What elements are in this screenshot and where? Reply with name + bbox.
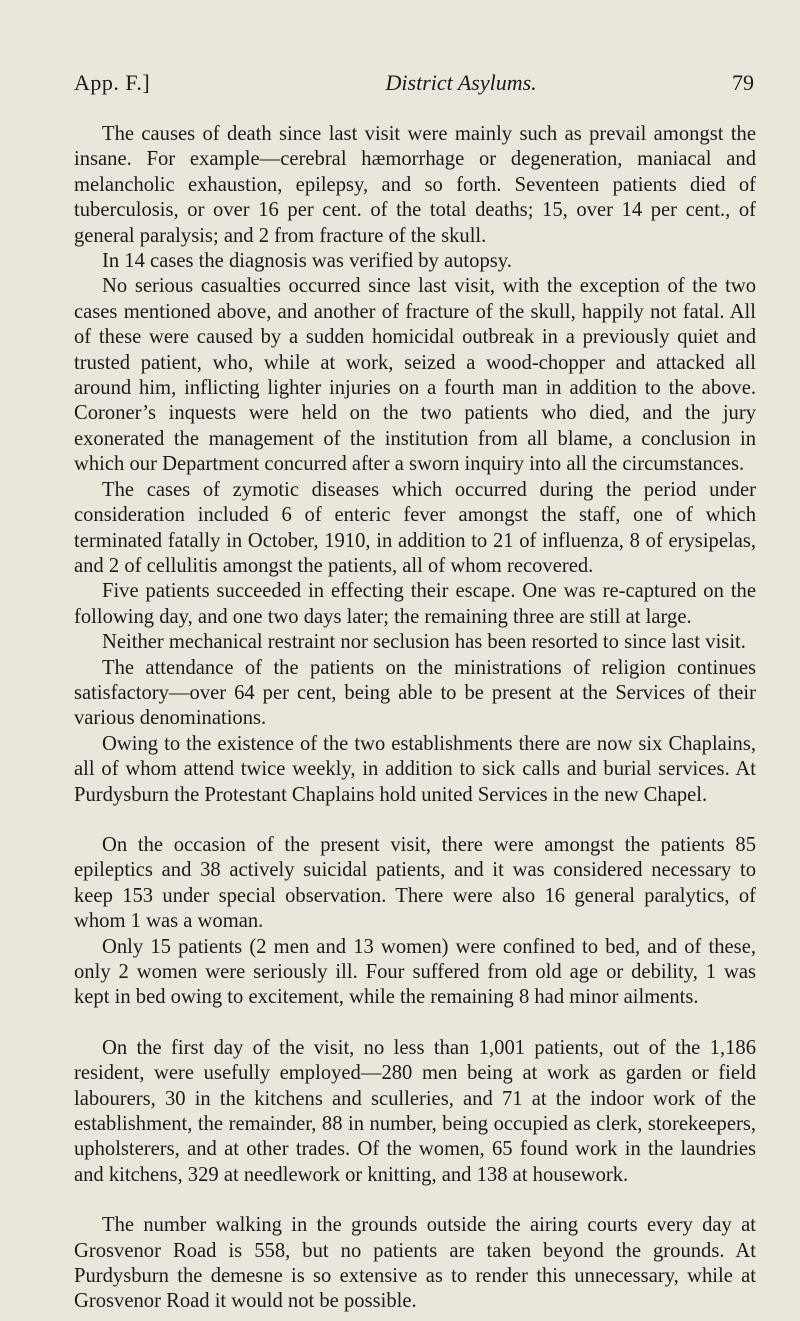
- paragraph-chaplains: Owing to the existence of the two establishments there are now six Chaplains, all of whom attend twice weekly, in addition to sick calls and burial services. At Purdysburn the Protestant Chaplains hold united Services in the new Chapel.: [74, 732, 756, 806]
- running-header: [74, 70, 756, 96]
- paragraph-employment: On the first day of the visit, no less than 1,001 patients, out of the 1,186 resident, were usefully employed—280 men being at work as garden or field labourers, 30 in the kitchens and sculleries, and 71 at the indoor work of the establishment, the remainder, 88 in number, being occupied as clerk, storekeepers, upholsterers, and at other trades. Of the women, 65 found work in the laundries and kitchens, 329 at needlework or knitting, and 138 at housework.: [74, 1036, 756, 1186]
- page-number: 79: [732, 70, 754, 95]
- body-text: [74, 122, 756, 1315]
- paragraph-religion: The attendance of the patients on the ministrations of religion continues satisfactory—over 64 per cent, being able to be present at the Services of their various denominations.: [74, 656, 756, 730]
- paragraph-autopsy: In 14 cases the diagnosis was verified by autopsy.: [102, 250, 512, 273]
- paragraph-walking: The number walking in the grounds outside the airing courts every day at Grosvenor Road is 558, but no patients are taken beyond the grounds. At Purdysburn the demesne is so extensive as to render this unnecessary, while at Grosvenor Road it would not be possible.: [74, 1214, 756, 1313]
- paragraph-escapes: Five patients succeeded in effecting their escape. One was re-captured on the following day, and one two days later; the remaining three are still at large.: [74, 580, 756, 628]
- paragraph-zymotic-diseases: The cases of zymotic diseases which occurred during the period under consideration included 6 of enteric fever amongst the staff, one of which terminated fatally in October, 1910, in addition to 21 of influenza, 8 of erysipelas, and 2 of cellulitis amongst the patients, all of whom recovered.: [74, 478, 756, 577]
- section-title: District Asylums.: [385, 70, 537, 95]
- paragraph-causes-of-death: The causes of death since last visit were mainly such as prevail amongst the insane. For example—cerebral hæmorrhage or degeneration, maniacal and melancholic exhaustion, epilepsy, and so forth. Seventeen patients died of tuberculosis, or over 16 per cent. of the total deaths; 15, over 14 per cent., of general paralysis; and 2 from fracture of the skull.: [74, 123, 756, 247]
- paragraph-present-visit: On the occasion of the present visit, there were amongst the patients 85 epileptics and 38 actively suicidal patients, and it was considered necessary to keep 153 under special observation. There were also 16 general paralytics, of whom 1 was a woman.: [74, 833, 756, 933]
- paragraph-confined-to-bed: Only 15 patients (2 men and 13 women) were confined to bed, and of these, only 2 women were seriously ill. Four suffered from old age or debility, 1 was kept in bed owing to excitement, while the remaining 8 had minor ailments.: [74, 935, 756, 1009]
- appendix-label: App. F.]: [74, 70, 151, 95]
- paragraph-restraint: Neither mechanical restraint nor seclusion has been resorted to since last visit.: [102, 631, 746, 654]
- paragraph-casualties: No serious casualties occurred since last visit, with the exception of the two cases mentioned above, and another of fracture of the skull, happily not fatal. All of these were caused by a sudden homicidal outbreak in a previously quiet and trusted patient, who, while at work, seized a wood-chopper and attacked all around him, inflicting lighter injuries on a fourth man in addition to the above. Coroner’s inquests were held on the two patients who died, and the jury exonerated the management of the institution from all blame, a conclusion in which our Department concurred after a sworn inquiry into all the circumstances.: [74, 275, 756, 476]
